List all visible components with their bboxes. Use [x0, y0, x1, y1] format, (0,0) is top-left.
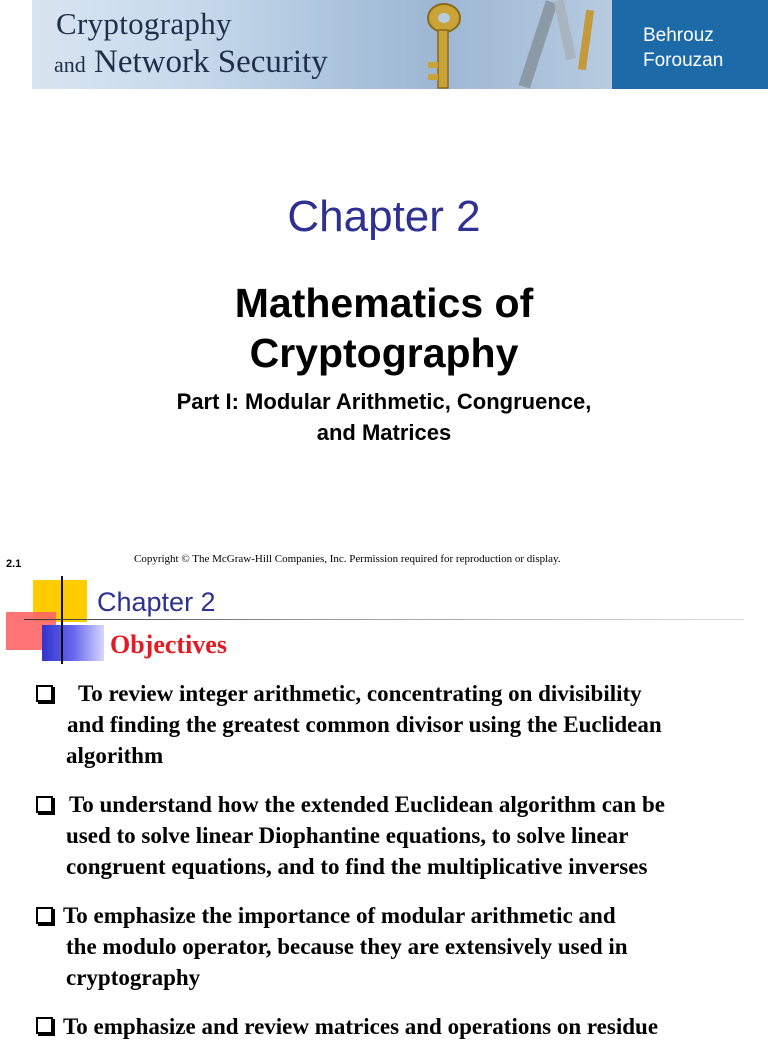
objective-line: To emphasize and review matrices and operations on residue [63, 1014, 659, 1039]
banner-artwork [32, 0, 612, 89]
objective-line: To review integer arithmetic, concentrating on divisibility [78, 681, 642, 706]
book-title-network-security: Network Security [94, 44, 328, 80]
objective-line: and finding the greatest common divisor using the Euclidean [67, 712, 662, 737]
chapter-title: Chapter 2 [287, 192, 481, 241]
objective-line: To understand how the extended Euclidean algorithm can be [69, 792, 665, 817]
deco-horizontal-line [24, 619, 744, 620]
main-title-line1: Mathematics of [234, 280, 534, 326]
objective-line: algorithm [66, 743, 164, 768]
key-icon [428, 4, 460, 88]
slide2-chapter-title: Chapter 2 [97, 587, 216, 617]
book-title-line1: Cryptography [56, 6, 232, 41]
key-icon [518, 0, 594, 89]
deco-vertical-line [61, 576, 63, 664]
author-first-name: Behrouz [643, 25, 714, 46]
checkbox-bullet-icon [36, 796, 53, 813]
book-title-and: and [54, 52, 86, 77]
subtitle [0, 386, 768, 448]
subtitle-line2: and Matrices [316, 420, 452, 445]
objective-line: congruent equations, and to find the multiplicative inverses [66, 854, 648, 879]
slide-number: 2.1 [6, 558, 22, 570]
checkbox-bullet-icon [36, 907, 53, 924]
main-title-line2: Cryptography [249, 330, 519, 376]
author-last-name: Forouzan [643, 50, 724, 71]
subtitle-line1: Part I: Modular Arithmetic, Congruence, [176, 389, 592, 414]
objective-line: the modulo operator, because they are extensively used in [66, 934, 628, 959]
objective-line: used to solve linear Diophantine equations, to solve linear [66, 823, 629, 848]
objective-line: cryptography [66, 965, 201, 990]
book-banner [0, 0, 768, 90]
checkbox-bullet-icon [36, 1017, 53, 1034]
copyright-notice: Copyright © The McGraw-Hill Companies, Inc. Permission required for reproduction or display. [134, 553, 561, 565]
checkbox-bullet-icon [36, 685, 53, 702]
keys-image [392, 0, 612, 89]
book-title-line2 [54, 44, 328, 81]
objective-line: To emphasize the importance of modular arithmetic and [63, 903, 616, 928]
objectives-heading: Objectives [110, 630, 227, 659]
deco-blue-square [42, 625, 104, 661]
author-panel [612, 0, 768, 89]
main-title [0, 278, 768, 378]
